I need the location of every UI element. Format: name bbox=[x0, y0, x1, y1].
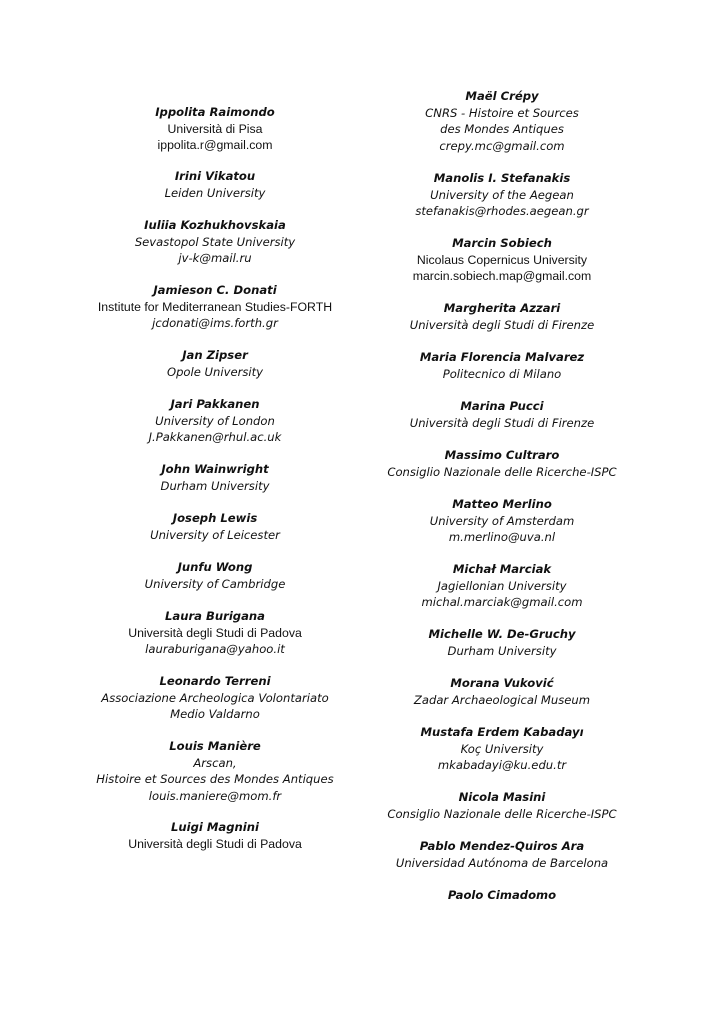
contributor-detail: Durham University bbox=[447, 643, 557, 658]
contributor-detail: Sevastopol State University bbox=[134, 234, 296, 249]
contributor-detail: University of Leicester bbox=[150, 527, 280, 542]
contributor-entry bbox=[65, 510, 365, 543]
contributor-entry bbox=[352, 789, 652, 822]
contributor-detail: Durham University bbox=[160, 478, 270, 493]
contributor-detail: mkabadayi@ku.edu.tr bbox=[437, 758, 567, 773]
contributor-detail: J.Pakkanen@rhul.ac.uk bbox=[148, 430, 282, 445]
contributor-detail: Università di Pisa bbox=[167, 121, 263, 136]
contributor-detail: Università degli Studi di Padova bbox=[128, 625, 302, 640]
contributor-name: Mustafa Erdem Kabadayı bbox=[420, 725, 584, 739]
contributor-name: Morana Vuković bbox=[450, 676, 554, 690]
contributor-detail: Consiglio Nazionale delle Ricerche-ISPC bbox=[387, 806, 617, 821]
contributor-entry bbox=[352, 496, 652, 546]
contributor-entry bbox=[65, 168, 365, 201]
contributor-detail: University of London bbox=[155, 413, 275, 428]
contributor-detail: m.merlino@uva.nl bbox=[448, 530, 556, 545]
contributor-detail: jcdonati@ims.forth.gr bbox=[152, 316, 278, 331]
contributor-name: Paolo Cimadomo bbox=[447, 888, 557, 902]
contributor-entry bbox=[352, 724, 652, 774]
contributor-entry bbox=[65, 104, 365, 154]
contributor-detail: Histoire et Sources des Mondes Antiques bbox=[96, 772, 334, 787]
contributor-detail: Universidad Autónoma de Barcelona bbox=[395, 855, 609, 870]
contributor-name: John Wainwright bbox=[161, 462, 269, 476]
contributor-detail: Leiden University bbox=[164, 185, 266, 200]
contributor-entry bbox=[352, 398, 652, 431]
contributor-entry bbox=[352, 675, 652, 708]
contributor-detail: Nicolaus Copernicus University bbox=[416, 252, 588, 267]
contributor-entry bbox=[352, 626, 652, 659]
contributor-detail: lauraburigana@yahoo.it bbox=[145, 642, 285, 657]
contributor-name: Maria Florencia Malvarez bbox=[419, 350, 585, 364]
contributor-detail: Università degli Studi di Firenze bbox=[409, 415, 595, 430]
contributor-entry bbox=[352, 838, 652, 871]
contributor-name: Laura Burigana bbox=[164, 609, 266, 623]
contributor-name: Michelle W. De-Gruchy bbox=[428, 627, 576, 641]
contributor-entry bbox=[65, 559, 365, 592]
contributor-detail: Consiglio Nazionale delle Ricerche-ISPC bbox=[387, 464, 617, 479]
contributor-detail: Zadar Archaeological Museum bbox=[413, 692, 591, 707]
contributor-entry bbox=[65, 396, 365, 446]
contributor-entry bbox=[65, 461, 365, 494]
contributor-name: Massimo Cultraro bbox=[444, 448, 560, 462]
contributor-name: Michał Marciak bbox=[452, 562, 552, 576]
contributor-detail: University of Amsterdam bbox=[429, 513, 575, 528]
contributor-name: Jamieson C. Donati bbox=[153, 283, 277, 297]
contributor-detail: louis.maniere@mom.fr bbox=[148, 788, 282, 803]
contributor-detail: Institute for Mediterranean Studies-FORTH bbox=[97, 299, 333, 314]
contributor-entry bbox=[65, 673, 365, 723]
contributor-detail: crepy.mc@gmail.com bbox=[439, 138, 565, 153]
contributor-entry bbox=[352, 235, 652, 285]
contributor-entry bbox=[352, 447, 652, 480]
contributor-entry bbox=[352, 349, 652, 382]
contributor-detail: stefanakis@rhodes.aegean.gr bbox=[415, 204, 589, 219]
contributor-name: Nicola Masini bbox=[458, 790, 546, 804]
contributor-detail: des Mondes Antiques bbox=[440, 122, 564, 137]
contributor-detail: Jagiellonian University bbox=[437, 578, 567, 593]
contributor-detail: Opole University bbox=[166, 364, 264, 379]
contributor-entry bbox=[65, 819, 365, 852]
contributor-name: Margherita Azzari bbox=[443, 301, 561, 315]
contributor-name: Irini Vikatou bbox=[174, 169, 256, 183]
contributor-name: Maël Crépy bbox=[465, 89, 539, 103]
contributor-detail: University of Cambridge bbox=[144, 576, 286, 591]
contributor-detail: University of the Aegean bbox=[430, 187, 574, 202]
contributor-name: Marina Pucci bbox=[460, 399, 544, 413]
contributor-detail: Koç University bbox=[460, 741, 544, 756]
contributor-name: Matteo Merlino bbox=[452, 497, 552, 511]
contributor-detail: Università degli Studi di Firenze bbox=[409, 317, 595, 332]
contributor-entry bbox=[65, 738, 365, 804]
contributor-entry bbox=[65, 282, 365, 332]
contributor-detail: marcin.sobiech.map@gmail.com bbox=[412, 269, 592, 284]
contributor-name: Ippolita Raimondo bbox=[155, 105, 275, 119]
contributor-entry bbox=[352, 88, 652, 154]
contributor-detail: michal.marciak@gmail.com bbox=[421, 595, 583, 610]
contributor-entry bbox=[352, 300, 652, 333]
contributor-entry bbox=[65, 347, 365, 380]
contributor-detail: Medio Valdarno bbox=[170, 707, 260, 722]
contributor-name: Manolis I. Stefanakis bbox=[433, 171, 571, 185]
contributor-detail: Arscan, bbox=[193, 755, 237, 770]
contributor-name: Louis Manière bbox=[169, 739, 261, 753]
contributor-entry bbox=[352, 887, 652, 904]
contributor-name: Iuliia Kozhukhovskaia bbox=[144, 218, 286, 232]
contributor-detail: Associazione Archeologica Volontariato bbox=[101, 690, 329, 705]
contributor-name: Jari Pakkanen bbox=[170, 397, 260, 411]
contributor-entry bbox=[65, 217, 365, 267]
contributor-name: Luigi Magnini bbox=[170, 820, 260, 834]
contributor-name: Leonardo Terreni bbox=[159, 674, 271, 688]
contributor-detail: Università degli Studi di Padova bbox=[128, 836, 302, 851]
contributor-entry bbox=[352, 170, 652, 220]
contributor-name: Jan Zipser bbox=[182, 348, 248, 362]
contributor-detail: jv-k@mail.ru bbox=[178, 251, 252, 266]
contributor-detail: Politecnico di Milano bbox=[442, 366, 562, 381]
contributor-entry bbox=[352, 561, 652, 611]
contributor-name: Junfu Wong bbox=[177, 560, 253, 574]
contributor-name: Marcin Sobiech bbox=[452, 236, 552, 250]
contributor-name: Joseph Lewis bbox=[172, 511, 258, 525]
contributor-detail: ippolita.r@gmail.com bbox=[157, 138, 273, 153]
contributor-entry bbox=[65, 608, 365, 658]
contributor-detail: CNRS - Histoire et Sources bbox=[425, 105, 579, 120]
contributor-name: Pablo Mendez-Quiros Ara bbox=[419, 839, 585, 853]
